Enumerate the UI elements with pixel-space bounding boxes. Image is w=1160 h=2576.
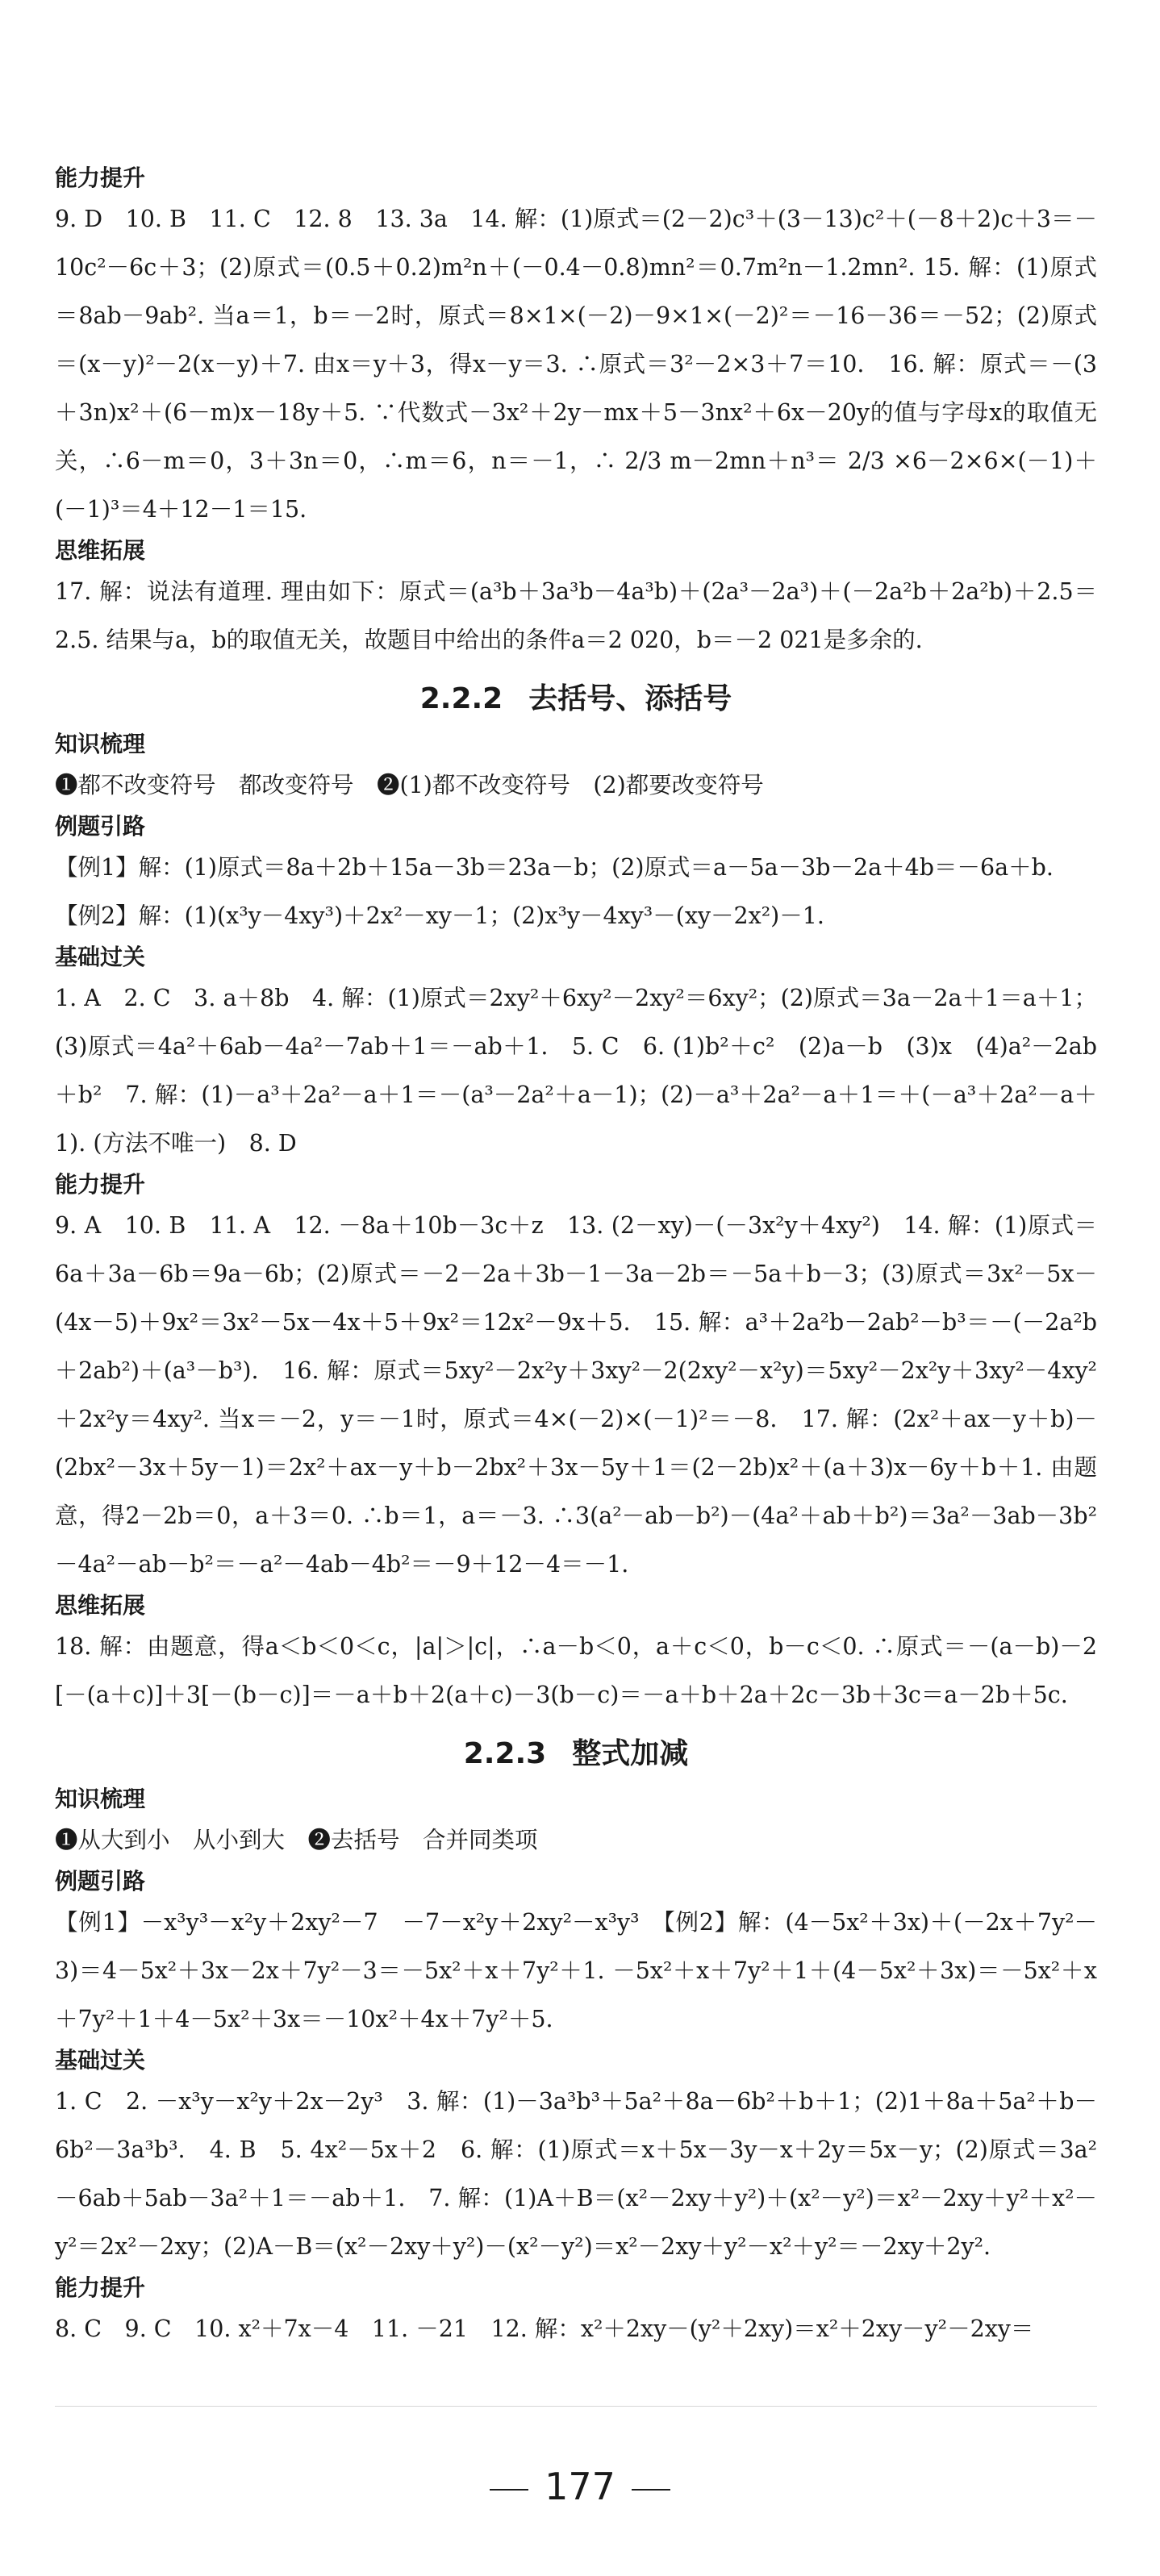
- answers-examples-3: 【例1】－x³y³－x²y＋2xy²－7 －7－x²y＋2xy²－x³y³ 【例2】解：(4－5x²＋3x)＋(－2x＋7y²－3)＝4－5x²＋3x－2x＋7y²－3＝－5x²＋x＋7y²＋1. －5x²＋x＋7y²＋1＋(4－5x²＋3x)＝－5x²＋x＋7y²＋1＋4－5x²＋3x＝－10x²＋4x＋7y²＋5.: [55, 1909, 1097, 2032]
- heading-knowledge-2: 知识梳理: [55, 731, 146, 757]
- section-name: 去括号、添括号: [528, 682, 732, 715]
- footer-divider: [55, 2406, 1097, 2407]
- answers-ability-2: 9. A 10. B 11. A 12. －8a＋10b－3c＋z 13. (2－xy)－(－3x²y＋4xy²) 14. 解：(1)原式＝6a＋3a－6b＝9a－6b；(2)原式＝－2－2a＋3b－1－3a－2b＝－5a＋b－3；(3)原式＝3x²－5x－(4x－5)＋9x²＝3x²－5x－4x＋5＋9x²＝12x²－9x＋5. 15. 解：a³＋2a²b－2ab²－b³＝－(－2a²b＋2ab²)＋(a³－b³). 16. 解：原式＝5xy²－2x²y＋3xy²－2(2xy²－x²y)＝5xy²－2x²y＋3xy²－4xy²＋2x²y＝4xy². 当x＝－2，y＝－1时，原式＝4×(－2)×(－1)²＝－8. 17. 解：(2x²＋ax－y＋b)－(2bx²－3x＋5y－1)＝2x²＋ax－y＋b－2bx²＋3x－5y＋1＝(2－2b)x²＋(a＋3)x－6y＋b＋1. 由题意，得2－2b＝0，a＋3＝0. ∴b＝1，a＝－3. ∴3(a²－ab－b²)－(4a²＋ab＋b²)＝3a²－3ab－3b²－4a²－ab－b²＝－a²－4ab－4b²＝－9＋12－4＝－1.: [55, 1212, 1097, 1578]
- answers-knowledge-2: ❶都不改变符号 都改变符号 ❷(1)都不改变符号 (2)都要改变符号: [55, 772, 764, 798]
- heading-basic-2: 基础过关: [55, 944, 146, 970]
- page-number-text: 177: [545, 2465, 615, 2508]
- heading-ability-3: 能力提升: [55, 2274, 146, 2301]
- section-number: 2.2.2: [419, 682, 503, 715]
- heading-expand-1: 思维拓展: [55, 537, 146, 564]
- heading-ability-2: 能力提升: [55, 1171, 146, 1198]
- answers-knowledge-3: ❶从大到小 从小到大 ❷去括号 合并同类项: [55, 1827, 538, 1853]
- heading-examples-2: 例题引路: [55, 813, 146, 840]
- answers-ability-1: 9. D 10. B 11. C 12. 8 13. 3a 14. 解：(1)原式＝(2－2)c³＋(3－13)c²＋(－8＋2)c＋3＝－10c²－6c＋3；(2)原式＝(0.5＋0.2)m²n＋(－0.4－0.8)mn²＝0.7m²n－1.2mn². 15. 解：(1)原式＝8ab－9ab². 当a＝1，b＝－2时，原式＝8×1×(－2)－9×1×(－2)²＝－16－36＝－52；(2)原式＝(x－y)²－2(x－y)＋7. 由x＝y＋3，得x－y＝3. ∴原式＝3²－2×3＋7＝10. 16. 解：原式＝－(3＋3n)x²＋(6－m)x－18y＋5. ∵代数式－3x²＋2y－mx＋5－3nx²＋6x－20y的值与字母x的取值无关，∴6－m＝0，3＋3n＝0，∴m＝6，n＝－1，∴ 2/3 m－2mn＋n³＝ 2/3 ×6－2×6×(－1)＋(－1)³＝4＋12－1＝15.: [55, 206, 1097, 523]
- answers-expand-2: 18. 解：由题意，得a＜b＜0＜c，|a|＞|c|，∴a－b＜0，a＋c＜0，b－c＜0. ∴原式＝－(a－b)－2[－(a＋c)]＋3[－(b－c)]＝－a＋b＋2(a＋c)－3(b－c)＝－a＋b＋2a＋2c－3b＋3c＝a－2b＋5c.: [55, 1633, 1097, 1708]
- page-number-dash-right: [632, 2489, 670, 2491]
- answers-expand-1: 17. 解：说法有道理. 理由如下：原式＝(a³b＋3a³b－4a³b)＋(2a³－2a³)＋(－2a²b＋2a²b)＋2.5＝2.5. 结果与a，b的取值无关，故题目中给出的条件a＝2 020，b＝－2 021是多余的.: [55, 578, 1097, 653]
- heading-examples-3: 例题引路: [55, 1868, 146, 1894]
- page-content: [55, 161, 1097, 2353]
- answers-basic-3: 1. C 2. －x³y－x²y＋2x－2y³ 3. 解：(1)－3a³b³＋5a²＋8a－6b²＋b＋1；(2)1＋8a＋5a²＋b－6b²－3a³b³. 4. B 5. 4x²－5x＋2 6. 解：(1)原式＝x＋5x－3y－x＋2y＝5x－y；(2)原式＝3a²－6ab＋5ab－3a²＋1＝－ab＋1. 7. 解：(1)A＋B＝(x²－2xy＋y²)＋(x²－y²)＝x²－2xy＋y²＋x²－y²＝2x²－2xy；(2)A－B＝(x²－2xy＋y²)－(x²－y²)＝x²－2xy＋y²－x²＋y²＝－2xy＋2y².: [55, 2088, 1097, 2260]
- section-title-2-2-2: [55, 677, 1097, 721]
- section-number: 2.2.3: [463, 1737, 547, 1770]
- answers-basic-2: 1. A 2. C 3. a＋8b 4. 解：(1)原式＝2xy²＋6xy²－2xy²＝6xy²；(2)原式＝3a－2a＋1＝a＋1；(3)原式＝4a²＋6ab－4a²－7ab＋1＝－ab＋1. 5. C 6. (1)b²＋c² (2)a－b (3)x (4)a²－2ab＋b² 7. 解：(1)－a³＋2a²－a＋1＝－(a³－2a²＋a－1)；(2)－a³＋2a²－a＋1＝＋(－a³＋2a²－a＋1). (方法不唯一) 8. D: [55, 985, 1097, 1157]
- heading-expand-2: 思维拓展: [55, 1592, 146, 1619]
- heading-ability-1: 能力提升: [55, 165, 146, 191]
- section-title-2-2-3: [55, 1732, 1097, 1776]
- heading-knowledge-3: 知识梳理: [55, 1786, 146, 1812]
- section-name: 整式加减: [572, 1737, 689, 1770]
- page-number: [0, 2465, 1160, 2508]
- page-number-dash-left: [490, 2489, 528, 2491]
- answers-ability-3: 8. C 9. C 10. x²＋7x－4 11. －21 12. 解：x²＋2xy－(y²＋2xy)＝x²＋2xy－y²－2xy＝: [55, 2315, 1034, 2342]
- answers-example-2: 【例2】解：(1)(x³y－4xy³)＋2x²－xy－1；(2)x³y－4xy³－(xy－2x²)－1.: [55, 902, 824, 929]
- answers-example-1: 【例1】解：(1)原式＝8a＋2b＋15a－3b＝23a－b；(2)原式＝a－5a－3b－2a＋4b＝－6a＋b.: [55, 854, 1054, 881]
- heading-basic-3: 基础过关: [55, 2047, 146, 2074]
